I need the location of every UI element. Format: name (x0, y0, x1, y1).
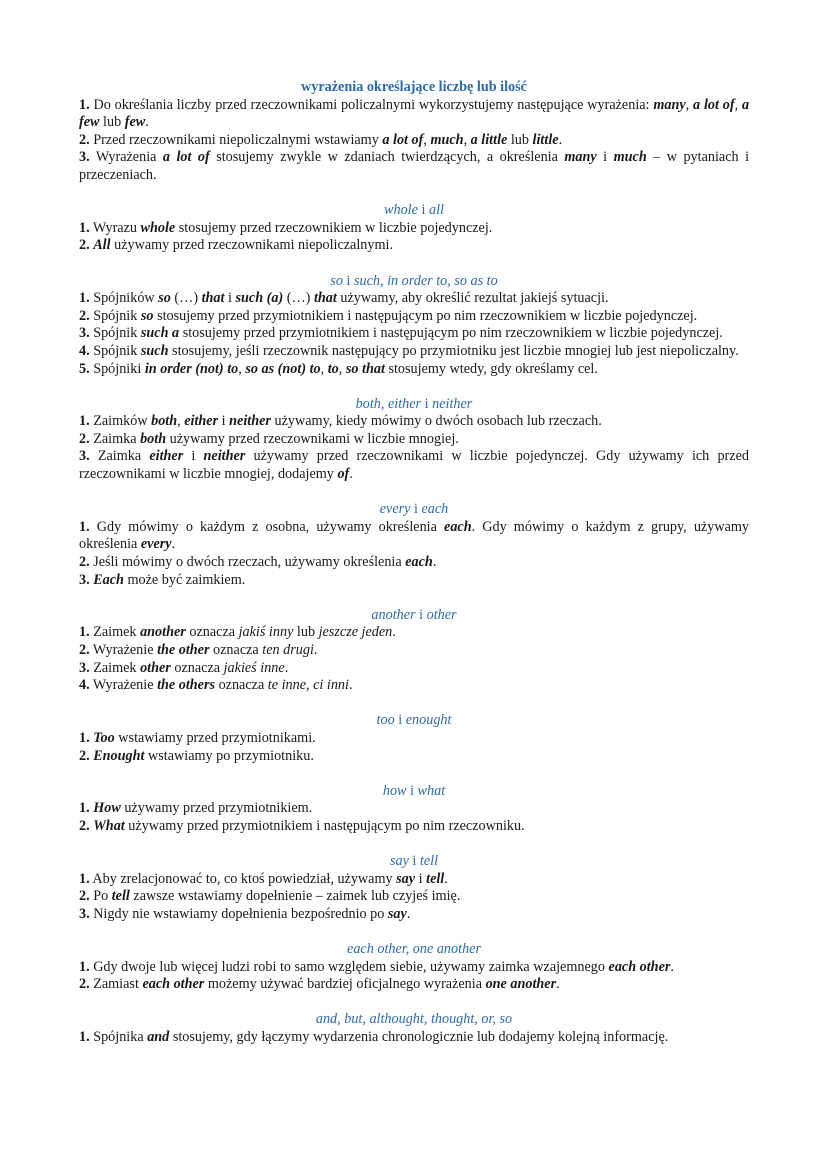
text-run: i (410, 501, 422, 518)
text-run: i (415, 870, 427, 887)
rule-item (79, 642, 749, 660)
term-emphasis: say (387, 905, 407, 922)
item-number: 2. (79, 430, 90, 447)
text-run: i (417, 202, 429, 219)
term-emphasis: Too (93, 729, 115, 746)
text-run: . (349, 466, 353, 483)
term-emphasis: so (158, 290, 171, 307)
item-number: 2. (79, 888, 90, 905)
term-emphasis: either (184, 413, 219, 430)
text-run: . (444, 870, 448, 887)
text-run: Zamiast (89, 976, 143, 993)
text-run: Wyrazu (89, 219, 141, 236)
text-run: tell (419, 853, 439, 870)
term-emphasis: whole (140, 219, 176, 236)
section-heading (79, 941, 749, 959)
item-number: 1. (79, 290, 90, 307)
term-emphasis: say (396, 870, 416, 887)
item-number: 2. (79, 817, 90, 834)
grammar-section (79, 607, 749, 695)
text-run: te inne, ci inni (267, 677, 349, 694)
term-emphasis: Enought (93, 747, 145, 764)
rule-item (79, 149, 749, 184)
term-emphasis: of (337, 466, 350, 483)
text-run: Nigdy nie wstawiamy dopełnienia bezpośrednio po (89, 905, 388, 922)
text-run: stosujemy, jeśli rzeczownik następujący po przymiotniku jest liczbie mnogiej lub jest niepoliczalny. (168, 342, 739, 359)
item-number: 2. (79, 131, 90, 148)
section-heading (79, 853, 749, 871)
text-run: używamy przed przymiotnikiem. (120, 800, 313, 817)
term-emphasis: both (140, 430, 167, 447)
text-run: i (342, 272, 354, 289)
term-emphasis: either (149, 448, 184, 465)
item-number: 5. (79, 360, 90, 377)
grammar-section (79, 202, 749, 255)
text-run: stosujemy przed przymiotnikiem i następującym po nim rzeczownikiem w liczbie pojedynczej. (179, 325, 723, 342)
term-emphasis: many (653, 96, 686, 113)
term-emphasis: in order (not) to (144, 360, 239, 377)
text-run: zawsze wstawiamy dopełnienie – zaimek lub czyjeś imię. (129, 888, 461, 905)
rule-item (79, 572, 749, 590)
grammar-section (79, 783, 749, 836)
grammar-section (79, 941, 749, 994)
term-emphasis: so that (345, 360, 385, 377)
rule-item (79, 290, 749, 308)
item-number: 2. (79, 642, 90, 658)
term-emphasis: a few (79, 96, 750, 131)
text-run: i (183, 448, 204, 465)
item-number: 1. (79, 1029, 90, 1046)
term-emphasis: many (564, 149, 597, 166)
section-heading (79, 712, 749, 730)
text-run: , (685, 96, 694, 113)
term-emphasis: tell (426, 870, 445, 887)
section-heading (79, 783, 749, 801)
text-run: Spójnika (89, 1029, 148, 1046)
rule-item (79, 97, 749, 132)
rule-item (79, 624, 749, 642)
text-run: wstawiamy przed przymiotnikami. (114, 729, 316, 746)
item-number: 4. (79, 342, 90, 359)
term-emphasis: the others (157, 677, 216, 694)
grammar-section (79, 79, 749, 185)
section-heading (79, 607, 749, 625)
term-emphasis: each other (142, 976, 205, 993)
rule-item (79, 906, 749, 924)
item-number: 1. (79, 624, 90, 641)
term-emphasis: one another (485, 976, 557, 993)
rule-item (79, 361, 749, 379)
text-run: – w pytaniach i przeczeniach. (79, 149, 750, 183)
text-run: Zaimków (89, 413, 152, 430)
term-emphasis: to (327, 360, 339, 377)
text-run: . (348, 677, 353, 694)
rule-item (79, 554, 749, 572)
text-run: ten drugi (262, 642, 314, 658)
text-run: i (415, 606, 427, 623)
text-run: Wyrażenia (89, 149, 163, 166)
text-run: lub (99, 114, 125, 131)
rule-item (79, 800, 749, 818)
text-run: stosujemy zwykle w zdaniach twierdzących, a określenia (209, 149, 565, 166)
text-run: every (379, 501, 411, 518)
term-emphasis: much (613, 149, 647, 166)
term-emphasis: neither (203, 448, 246, 465)
text-run: Gdy dwoje lub więcej ludzi robi to samo względem siebie, używamy zaimka wzajemnego (89, 958, 609, 975)
text-run: . (432, 554, 437, 571)
grammar-section (79, 396, 749, 484)
term-emphasis: neither (229, 413, 271, 430)
item-number: 1. (79, 729, 90, 746)
item-number: 3. (79, 571, 90, 588)
text-run: Zaimka (89, 430, 141, 447)
rule-item (79, 413, 749, 431)
text-run: Jeśli mówimy o dwóch rzeczach, używamy określenia (89, 554, 406, 571)
text-run: używamy przed rzeczownikami niepoliczalnymi. (110, 237, 394, 254)
text-run: . (145, 114, 149, 131)
rule-item (79, 519, 749, 554)
text-run: , (463, 131, 471, 148)
text-run: say (389, 853, 409, 870)
rule-item (79, 660, 749, 678)
term-emphasis: each (405, 554, 433, 571)
text-run: i (596, 149, 614, 166)
grammar-section (79, 501, 749, 589)
item-number: 3. (79, 448, 90, 465)
grammar-section (79, 712, 749, 765)
item-number: 2. (79, 976, 90, 993)
term-emphasis: each (444, 518, 472, 535)
text-run: neither (432, 395, 473, 412)
grammar-section (79, 1011, 749, 1046)
rule-item (79, 871, 749, 889)
text-run: używamy, kiedy mówimy o dwóch osobach lub rzeczach. (270, 413, 602, 430)
term-emphasis: tell (111, 888, 130, 905)
term-emphasis: other (140, 659, 171, 676)
text-run: , (238, 360, 246, 377)
text-run: . (284, 659, 289, 676)
item-number: 1. (79, 219, 90, 236)
text-run: oznacza (209, 642, 263, 658)
item-number: 3. (79, 325, 90, 342)
text-run: i (421, 395, 433, 412)
term-emphasis: another (140, 624, 186, 641)
section-heading (79, 79, 749, 97)
term-emphasis: such (140, 342, 169, 359)
text-run: other (426, 606, 457, 623)
text-run: wstawiamy po przymiotniku. (144, 747, 314, 764)
text-run: używamy przed rzeczownikami w liczbie mnogiej. (166, 430, 459, 447)
item-number: 1. (79, 870, 90, 887)
text-run: what (417, 782, 446, 799)
grammar-section (79, 273, 749, 379)
item-number: 1. (79, 518, 90, 535)
text-run: . (171, 536, 176, 553)
text-run: , (177, 413, 185, 430)
text-run: Zaimek (89, 659, 141, 676)
item-number: 3. (79, 149, 90, 166)
text-run: stosujemy wtedy, gdy określamy cel. (384, 360, 598, 377)
term-emphasis: so as (not) to (245, 360, 321, 377)
text-run: and, but, althought, thought, or, so (315, 1011, 513, 1028)
term-emphasis: much (430, 131, 464, 148)
term-emphasis: so (140, 307, 154, 324)
text-run: Po (89, 888, 112, 905)
text-run: Spójnik (89, 307, 141, 324)
term-emphasis: few (124, 114, 146, 131)
text-run: Wyrażenie (89, 677, 158, 694)
item-number: 2. (79, 747, 90, 764)
text-run: Gdy mówimy o każdym z osobna, używamy określenia (89, 518, 445, 535)
item-number: 1. (79, 96, 90, 113)
text-run: . (556, 976, 560, 993)
text-run: , (734, 96, 742, 113)
term-emphasis: a lot of (382, 131, 424, 148)
text-run: Spójnik (89, 342, 141, 359)
rule-item (79, 959, 749, 977)
text-run: używamy przed rzeczownikami w liczbie pojedynczej. Gdy używamy ich przed rzeczownikami w liczbie mnogiej, dodajemy (79, 448, 749, 483)
term-emphasis: such (a) (235, 290, 284, 307)
text-run: , (423, 131, 431, 148)
rule-item (79, 976, 749, 994)
text-run: używamy przed przymiotnikiem i następującym po nim rzeczowniku. (124, 817, 525, 834)
text-run: (…) (170, 290, 202, 307)
rule-item (79, 818, 749, 836)
text-run: each (421, 501, 449, 518)
rule-item (79, 343, 749, 361)
text-run: oznacza (170, 659, 224, 676)
text-run: . (392, 624, 396, 641)
document-page (79, 79, 749, 1064)
text-run: Przed rzeczownikami niepoliczalnymi wstawiamy (89, 131, 383, 148)
text-run: wyrażenia określające liczbę lub ilość (301, 79, 527, 95)
item-number: 1. (79, 413, 90, 430)
rule-item (79, 748, 749, 766)
text-run: such, in order to, so as to (353, 272, 498, 289)
text-run: . (313, 642, 318, 658)
text-run: too (376, 712, 395, 729)
text-run: whole (384, 202, 418, 219)
text-run: Zaimek (89, 624, 141, 641)
text-run: Spójniki (89, 360, 145, 377)
text-run: , (320, 360, 328, 377)
text-run: Aby zrelacjonować to, co ktoś powiedział, używamy (89, 870, 397, 887)
grammar-section (79, 853, 749, 923)
text-run: oznacza (215, 677, 268, 694)
rule-item (79, 448, 749, 483)
text-run: i (394, 712, 406, 729)
section-heading (79, 1011, 749, 1029)
text-run: (…) (283, 290, 314, 307)
text-run: . (406, 905, 411, 922)
text-run: Spójników (89, 290, 159, 307)
term-emphasis: such a (140, 325, 180, 342)
text-run: both, either (355, 395, 422, 412)
text-run: i (218, 413, 230, 430)
item-number: 2. (79, 554, 90, 571)
term-emphasis: What (93, 817, 125, 834)
term-emphasis: All (93, 237, 111, 254)
section-heading (79, 501, 749, 519)
rule-item (79, 308, 749, 326)
text-run: oznacza (185, 624, 239, 641)
text-run: Do określania liczby przed rzeczownikami policzalnymi wykorzystujemy następujące wyrażenia: (89, 96, 654, 113)
rule-item (79, 237, 749, 255)
rule-item (79, 220, 749, 238)
text-run: another (371, 606, 416, 623)
rule-item (79, 730, 749, 748)
text-run: i (224, 290, 236, 307)
rule-item (79, 677, 749, 695)
item-number: 4. (79, 677, 90, 694)
item-number: 2. (79, 307, 90, 324)
item-number: 2. (79, 237, 90, 254)
term-emphasis: How (93, 800, 121, 817)
term-emphasis: Each (93, 571, 124, 588)
section-heading (79, 396, 749, 414)
item-number: 3. (79, 905, 90, 922)
text-run: enought (405, 712, 452, 729)
item-number: 1. (79, 958, 90, 975)
section-heading (79, 273, 749, 291)
rule-item (79, 1029, 749, 1047)
text-run: stosujemy, gdy łączymy wydarzenia chronologicznie lub dodajemy kolejną informację. (169, 1029, 669, 1046)
term-emphasis: every (140, 536, 172, 553)
text-run: używamy, aby określić rezultat jakiejś sytuacji. (336, 290, 609, 307)
text-run: each other, one another (347, 941, 481, 958)
section-heading (79, 202, 749, 220)
text-run: i (408, 853, 420, 870)
rule-item (79, 132, 749, 150)
term-emphasis: and (147, 1029, 170, 1046)
text-run: so (330, 272, 343, 289)
term-emphasis: a lot of (693, 96, 735, 113)
text-run: i (406, 782, 418, 799)
text-run: , (338, 360, 346, 377)
text-run: stosujemy przed przymiotnikiem i następującym po nim rzeczownikiem w liczbie pojedynczej. (153, 307, 698, 324)
item-number: 1. (79, 800, 90, 817)
text-run: lub (507, 131, 533, 148)
term-emphasis: the other (157, 642, 210, 658)
text-run: Wyrażenie (89, 642, 158, 658)
text-run: . (558, 131, 563, 148)
text-run: lub (293, 624, 319, 641)
term-emphasis: a little (470, 131, 508, 148)
rule-item (79, 888, 749, 906)
text-run: jeszcze jeden (318, 624, 393, 641)
text-run: Zaimka (89, 448, 150, 465)
text-run: how (382, 782, 407, 799)
text-run: jakiś inny (238, 624, 294, 641)
term-emphasis: both (151, 413, 178, 430)
rule-item (79, 431, 749, 449)
term-emphasis: little (532, 131, 559, 148)
text-run: możemy używać bardziej oficjalnego wyrażenia (204, 976, 486, 993)
item-number: 3. (79, 659, 90, 676)
text-run: może być zaimkiem. (123, 571, 246, 588)
term-emphasis: that (313, 290, 337, 307)
rule-item (79, 325, 749, 343)
text-run: stosujemy przed rzeczownikiem w liczbie pojedynczej. (175, 219, 493, 236)
term-emphasis: each other (608, 958, 671, 975)
text-run: . Gdy mówimy o każdym z grupy, używamy określenia (79, 518, 749, 553)
term-emphasis: a lot of (162, 149, 210, 166)
text-run: jakieś inne (223, 659, 285, 676)
text-run: Spójnik (89, 325, 141, 342)
text-run: . (670, 958, 674, 975)
text-run: all (428, 202, 444, 219)
term-emphasis: that (201, 290, 225, 307)
